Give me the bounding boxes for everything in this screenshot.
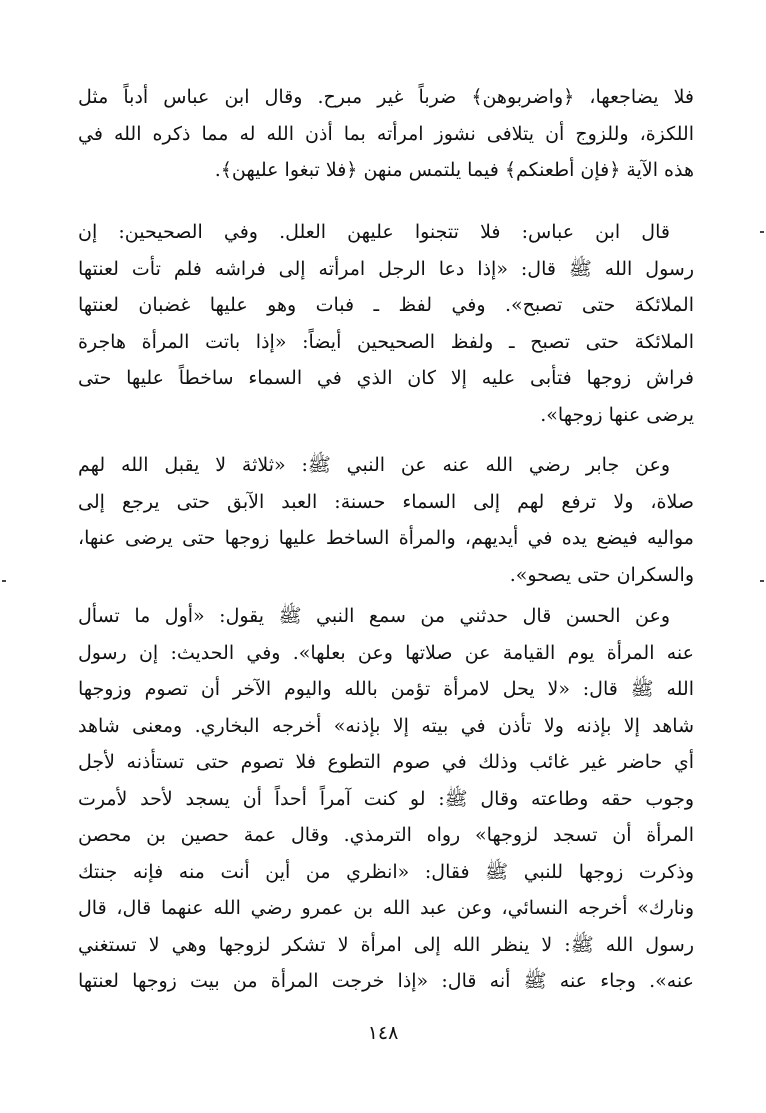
text-line: عنه». وجاء عنه ﷺ أنه قال: «إذا خرجت المرأة من بيت زوجها لعنتها: [78, 970, 694, 992]
text-line: أي حاضر غير غائب وذلك في صوم التطوع فلا تصوم حتى تستأذنه لأجل: [78, 751, 694, 773]
text-line: المرأة أن تسجد لزوجها» رواه الترمذي. وقال عمة حصين بن محصن: [78, 824, 694, 846]
text-line: والسكران حتى يصحو».: [509, 563, 694, 586]
text-line: الملائكة حتى تصبح ـ ولفظ الصحيحين أيضاً: «إذا باتت المرأة هاجرة: [78, 330, 694, 353]
text-line: وعن الحسن قال حدثني من سمع النبي ﷺ يقول: «أول ما تسأل: [78, 605, 670, 627]
text-line: الله ﷺ قال: «لا يحل لامرأة تؤمن بالله واليوم الآخر أن تصوم وزوجها: [78, 678, 694, 700]
text-line: وعن جابر رضي الله عنه عن النبي ﷺ: «ثلاثة لا يقبل الله لهم: [78, 454, 670, 476]
text-line: هذه الآية ﴿فإن أطعنكم﴾ فيما يلتمس منهن ﴿فلا تبغوا عليهن﴾.: [214, 159, 694, 181]
paragraph-3: [78, 447, 694, 593]
scan-mark: [760, 231, 764, 233]
text-line: عنه المرأة يوم القيامة عن صلاتها وعن بعلها». وفي الحديث: إن رسول: [78, 641, 694, 664]
text-line: الملائكة حتى تصبح». وفي لفظ ـ فبات وهو عليها غضبان لعنتها: [78, 294, 694, 316]
scan-mark: [2, 580, 6, 582]
text-line: فراش زوجها فتأبى عليه إلا كان الذي في السماء ساخطاً عليها حتى: [78, 367, 694, 389]
text-line: فلا يضاجعها، ﴿واضربوهن﴾ ضرباً غير مبرح. وقال ابن عباس أدباً مثل: [78, 86, 694, 108]
paragraph-4: [78, 598, 694, 1000]
text-line: رسول الله ﷺ قال: «إذا دعا الرجل امرأته إلى فراشه فلم تأت لعنتها: [78, 257, 694, 280]
text-line: اللكزة، وللزوج أن يتلافى نشوز امرأته بما أذن الله له مما ذكره الله في: [78, 122, 694, 145]
paragraph-1: [78, 79, 694, 189]
text-line: صلاة، ولا ترفع لهم إلى السماء حسنة: العبد الآبق حتى يرجع إلى: [78, 490, 694, 513]
text-line: يرضى عنها زوجها».: [540, 403, 694, 426]
text-line: ونارك» أخرجه النسائي، وعن عبد الله بن عمرو رضي الله عنهما قال، قال: [78, 897, 694, 919]
text-line: رسول الله ﷺ: لا ينظر الله إلى امرأة لا تشكر لزوجها وهي لا تستغني: [78, 933, 694, 956]
text-line: وجوب حقه وطاعته وقال ﷺ: لو كنت آمراً أحداً أن يسجد لأحد لأمرت: [78, 787, 694, 810]
text-line: مواليه فيضع يده في أيديهم، والمرأة الساخط عليها زوجها حتى يرضى عنها،: [78, 527, 694, 549]
scan-mark: [760, 580, 764, 582]
paragraph-2: [78, 214, 694, 433]
text-line: قال ابن عباس: فلا تتجنوا عليهن العلل. وفي الصحيحين: إن: [78, 221, 670, 243]
text-line: وذكرت زوجها للنبي ﷺ فقال: «انظري من أين أنت منه فإنه جنتك: [78, 860, 694, 883]
text-line: شاهد إلا بإذنه ولا تأذن في بيته إلا بإذنه» أخرجه البخاري. ومعنى شاهد: [78, 714, 694, 737]
page-number: ١٤٨: [367, 1022, 399, 1044]
